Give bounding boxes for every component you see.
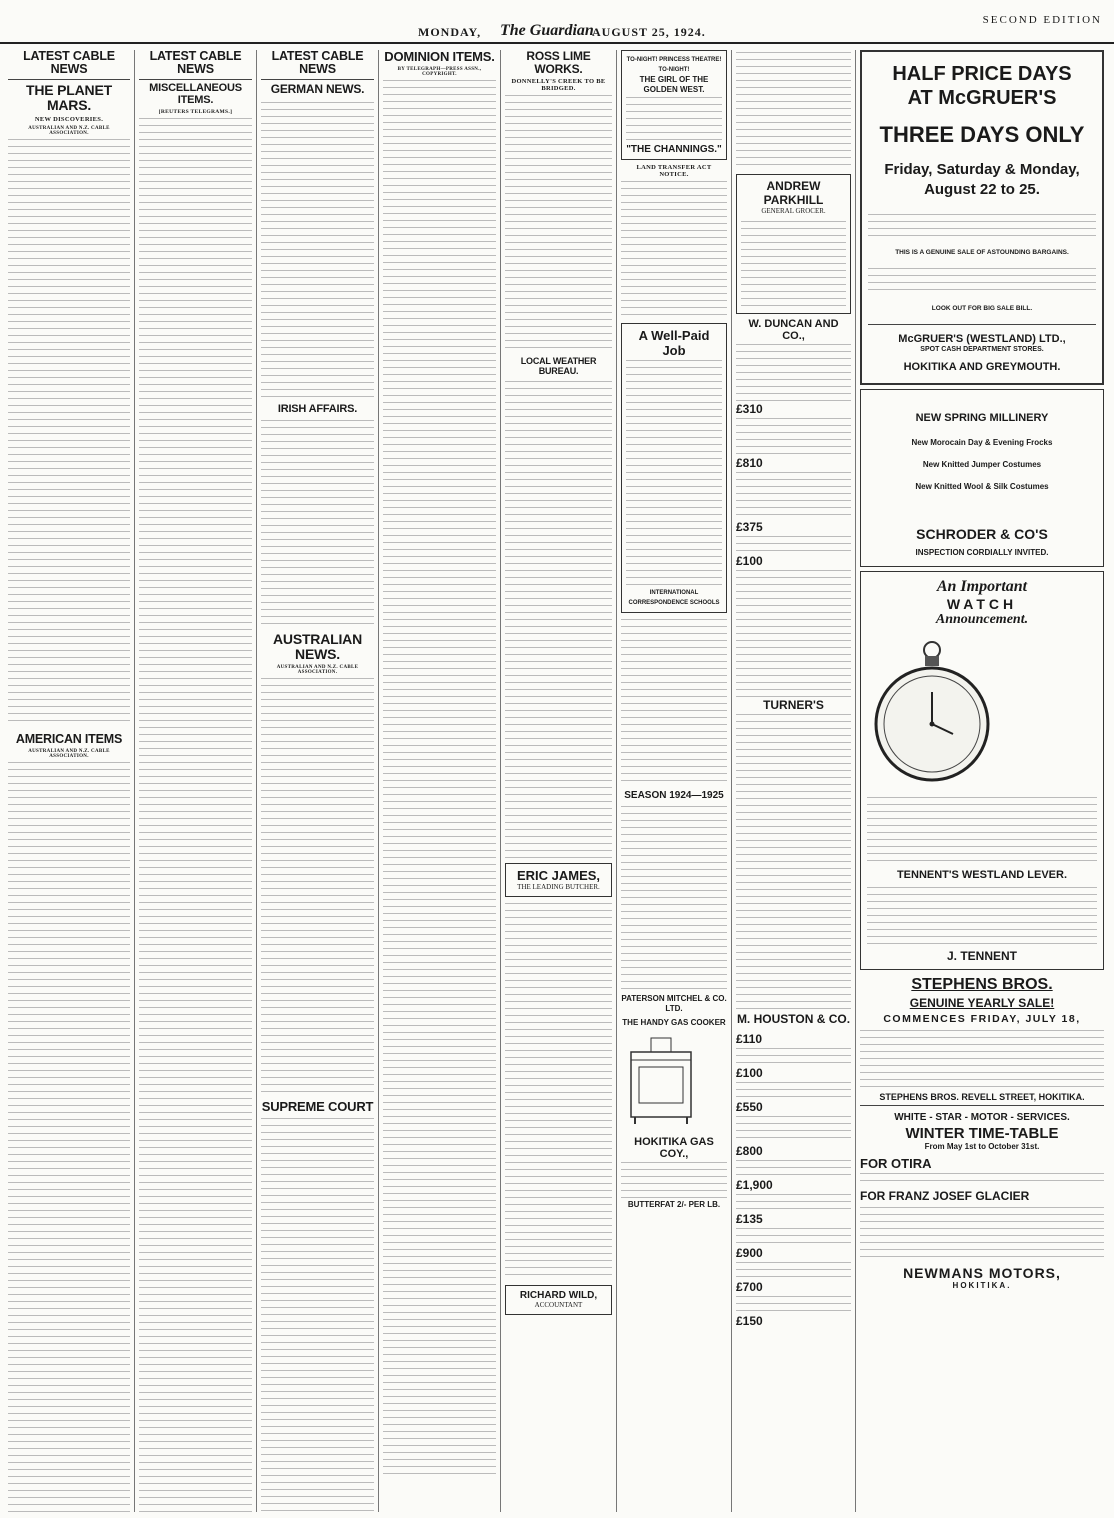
houston-name: M. HOUSTON & CO. xyxy=(736,1012,851,1026)
col3-body-text-3 xyxy=(261,676,374,1096)
richard-wild-sub: ACCOUNTANT xyxy=(534,1301,583,1310)
price-9: £1,900 xyxy=(736,1178,773,1192)
tennent-ad xyxy=(860,571,1104,970)
genuine-sale: THIS IS A GENUINE SALE OF ASTOUNDING BARGAINS. xyxy=(895,249,1069,256)
col1-title: LATEST CABLE NEWS xyxy=(23,50,115,77)
winter-dates: From May 1st to October 31st. xyxy=(924,1142,1040,1151)
season-heading: SEASON 1924—1925 xyxy=(624,790,724,801)
col6-body-text-4 xyxy=(621,1160,727,1200)
schroder-ad xyxy=(860,389,1104,567)
col2-title: LATEST CABLE NEWS xyxy=(149,50,242,77)
mcgruer-sub: SPOT CASH DEPARTMENT STORES. xyxy=(920,346,1044,353)
gas-cooker-illustration xyxy=(621,1032,701,1127)
mcgruer-location: HOKITIKA AND GREYMOUTH. xyxy=(903,361,1061,373)
half-price-line-1: HALF PRICE DAYS xyxy=(892,63,1072,85)
richard-wild-ad xyxy=(505,1285,612,1315)
column-8 xyxy=(856,50,1108,1512)
col3-supreme-heading: SUPREME COURT xyxy=(261,1098,374,1114)
price-13: £150 xyxy=(736,1314,763,1328)
eric-james-ad xyxy=(505,863,612,897)
well-paid-job-ad xyxy=(621,323,727,613)
column-6 xyxy=(617,50,732,1512)
masthead-date: AUGUST 25, 1924. xyxy=(592,25,706,39)
channings-title: "THE CHANNINGS." xyxy=(626,144,722,155)
col6-body-text-3 xyxy=(621,804,727,994)
col4-title: DOMINION ITEMS. xyxy=(384,50,495,64)
richard-wild-name: RICHARD WILD, xyxy=(519,1290,598,1302)
price-6: £100 xyxy=(736,1066,763,1080)
col2-source: [REUTERS TELEGRAMS.] xyxy=(158,109,233,116)
parkhill-name: ANDREW PARKHILL xyxy=(763,179,824,207)
tonight-line: TO-NIGHT! PRINCESS THEATRE! TO-NIGHT! xyxy=(626,57,722,73)
price-1: £310 xyxy=(736,402,763,416)
column-1 xyxy=(4,50,135,1512)
column-2 xyxy=(135,50,257,1512)
col1-subhead: NEW DISCOVERIES. xyxy=(34,115,104,123)
price-8: £800 xyxy=(736,1144,763,1158)
half-price-line-2: AT McGRUER'S xyxy=(907,87,1057,109)
col5-subhead: DONNELLY'S CREEK TO BE BRIDGED. xyxy=(511,78,606,93)
mcgruer-name: McGRUER'S (WESTLAND) LTD., xyxy=(898,333,1066,345)
watch-illustration xyxy=(867,634,997,784)
col1-assoc-2: AUSTRALIAN AND N.Z. CABLE ASSOCIATION. xyxy=(28,748,110,759)
col3-australian-heading: AUSTRALIAN NEWS. xyxy=(273,631,362,663)
col1-assoc: AUSTRALIAN AND N.Z. CABLE ASSOCIATION. xyxy=(28,125,110,136)
col2-body-text xyxy=(139,116,252,1512)
sale-dates: Friday, Saturday & Monday, August 22 to 25. xyxy=(884,161,1080,198)
duncan-name: W. DUNCAN AND CO., xyxy=(748,318,839,342)
col3-assoc: AUSTRALIAN AND N.Z. CABLE ASSOCIATION. xyxy=(276,664,359,675)
gas-company: HOKITIKA GAS COY., xyxy=(634,1136,714,1160)
price-11: £900 xyxy=(736,1246,763,1260)
winter-timetable: WINTER TIME-TABLE xyxy=(905,1125,1059,1142)
half-price-ad xyxy=(860,50,1104,385)
paterson-heading: PATERSON MITCHEL & CO. LTD. xyxy=(621,994,727,1013)
col4-telegraph: BY TELEGRAPH—PRESS ASSN., COPYRIGHT. xyxy=(397,66,482,77)
col5-weather-heading: LOCAL WEATHER BUREAU. xyxy=(520,356,597,376)
price-5: £110 xyxy=(736,1032,763,1046)
schroder-name: SCHRODER & CO'S xyxy=(916,526,1048,542)
film-title: THE GIRL OF THE GOLDEN WEST. xyxy=(639,75,709,94)
three-days: THREE DAYS ONLY xyxy=(879,122,1085,147)
spring-millinery: NEW SPRING MILLINERY xyxy=(915,412,1049,424)
newmans-name: NEWMANS MOTORS, xyxy=(903,1265,1061,1281)
column-7 xyxy=(732,50,856,1512)
col3-title: LATEST CABLE NEWS xyxy=(271,50,364,77)
masthead xyxy=(0,14,1114,44)
eric-james-sub: THE LEADING BUTCHER. xyxy=(517,883,600,892)
col5-body-text-3 xyxy=(505,901,612,1281)
parkhill-ad xyxy=(736,174,851,314)
lookout: LOOK OUT FOR BIG SALE BILL. xyxy=(931,305,1033,312)
masthead-paper-name: The Guardian xyxy=(500,22,594,39)
land-transfer-heading: LAND TRANSFER ACT NOTICE. xyxy=(636,164,712,178)
intl-schools: INTERNATIONAL CORRESPONDENCE SCHOOLS xyxy=(628,590,720,606)
column-5 xyxy=(501,50,617,1512)
glacier-heading: FOR FRANZ JOSEF GLACIER xyxy=(860,1189,1030,1203)
col4-body-text xyxy=(383,78,496,1478)
turner-name: TURNER'S xyxy=(763,698,824,712)
princess-theatre-ad xyxy=(621,50,727,160)
col2-headline: MISCELLANEOUS ITEMS. xyxy=(149,82,242,106)
butterfat-line: BUTTERFAT 2/- PER LB. xyxy=(627,1200,721,1209)
col6-body-text xyxy=(621,179,727,319)
col3-body-text xyxy=(261,100,374,400)
price-4: £100 xyxy=(736,554,763,568)
col1-body-text xyxy=(8,137,130,727)
column-3 xyxy=(257,50,379,1512)
masthead-day: MONDAY, xyxy=(418,25,482,39)
stephens-address: STEPHENS BROS. REVELL STREET, HOKITIKA. xyxy=(879,1092,1085,1102)
price-3: £375 xyxy=(736,520,763,534)
frocks: New Morocain Day & Evening Frocks xyxy=(911,438,1053,447)
col5-body-text-2 xyxy=(505,379,612,859)
otira-heading: FOR OTIRA xyxy=(860,1156,932,1171)
watch-heading: WATCH xyxy=(946,596,1018,612)
col3-irish-heading: IRISH AFFAIRS. xyxy=(277,402,358,415)
col6-body-text-2 xyxy=(621,617,727,787)
col3-body-text-2 xyxy=(261,418,374,628)
col1-american-heading: AMERICAN ITEMS xyxy=(15,731,123,746)
parkhill-sub: GENERAL GROCER. xyxy=(761,207,826,215)
eric-james-name: ERIC JAMES, xyxy=(516,868,601,884)
gas-cooker-heading: THE HANDY GAS COOKER xyxy=(622,1018,726,1027)
price-10: £135 xyxy=(736,1212,763,1226)
westland-lever: TENNENT'S WESTLAND LEVER. xyxy=(896,869,1068,881)
col5-body-text xyxy=(505,93,612,353)
commences: COMMENCES FRIDAY, JULY 18, xyxy=(883,1013,1081,1025)
announcement: Announcement. xyxy=(935,612,1029,627)
newmans-location: HOKITIKA. xyxy=(952,1281,1012,1290)
price-2: £810 xyxy=(736,456,763,470)
price-12: £700 xyxy=(736,1280,763,1294)
col5-title: ROSS LIME WORKS. xyxy=(526,50,591,76)
column-4 xyxy=(379,50,501,1512)
masthead-edition: SECOND EDITION xyxy=(982,14,1102,26)
col3-body-text-4 xyxy=(261,1116,374,1512)
stephens-name: STEPHENS BROS. xyxy=(911,976,1053,993)
col1-body-text-2 xyxy=(8,760,130,1512)
col3-headline: GERMAN NEWS. xyxy=(270,82,365,97)
yearly-sale: GENUINE YEARLY SALE! xyxy=(909,996,1055,1010)
price-7: £550 xyxy=(736,1100,763,1114)
wool-costumes: New Knitted Wool & Silk Costumes xyxy=(915,482,1049,491)
jumper: New Knitted Jumper Costumes xyxy=(922,460,1042,469)
col1-headline: THE PLANET MARS. xyxy=(26,82,112,113)
white-star-motor: WHITE - STAR - MOTOR - SERVICES. xyxy=(894,1112,1070,1123)
well-paid-job-title: A Well-Paid Job xyxy=(638,328,710,358)
inspection: INSPECTION CORDIALLY INVITED. xyxy=(915,548,1049,557)
important: An Important xyxy=(936,578,1028,595)
tennent-name: J. TENNENT xyxy=(946,949,1017,963)
